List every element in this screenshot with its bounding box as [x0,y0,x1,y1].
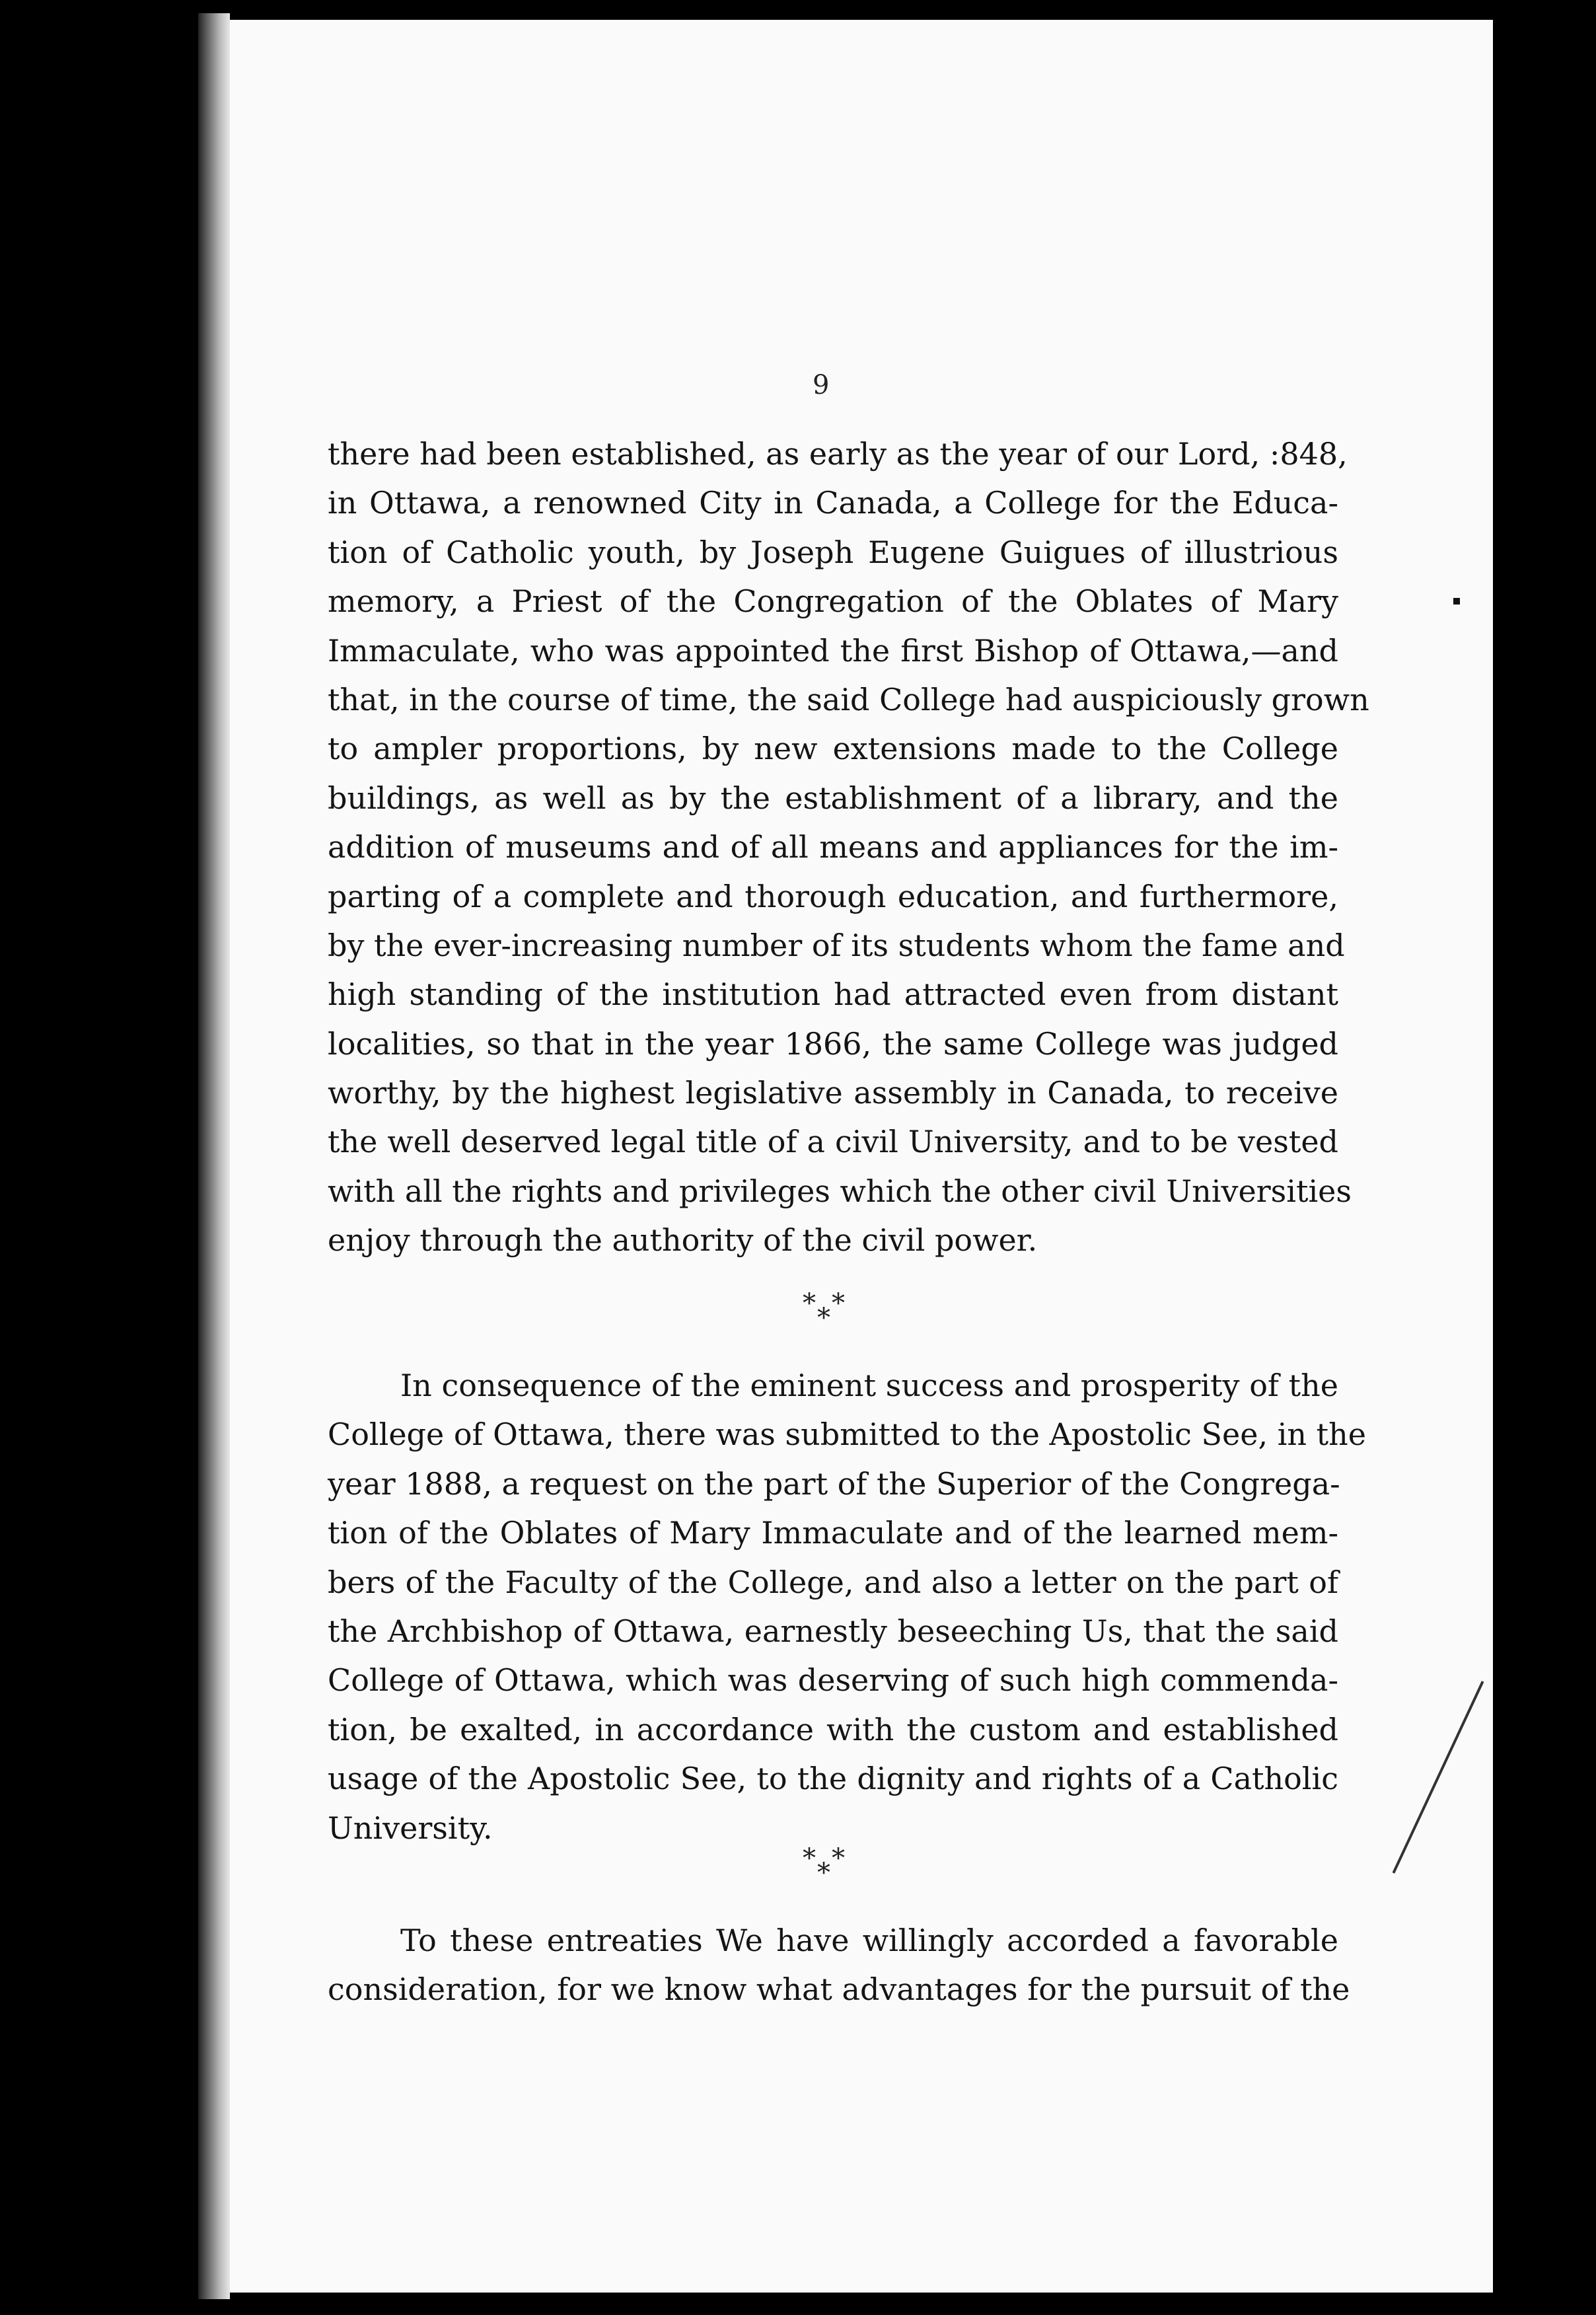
page-number: 9 [813,370,830,400]
text-line: College of Ottawa, there was submitted to the Apostolic See, in the [328,1416,1366,1453]
text-line: memory, a Priest of the Congregation of the Oblates of Mary [328,583,1338,620]
paragraph-3 [328,1916,1350,2014]
text-line: To these entreaties We have willingly accorded a favorable [400,1923,1338,1958]
asterism-star: * [817,1303,830,1333]
text-line: enjoy through the authority of the civil power. [328,1222,1038,1259]
text-line: with all the rights and privileges which the other civil Universities [328,1173,1352,1209]
text-line: there had been established, as early as the year of our Lord, :848, [328,436,1348,472]
text-line: addition of museums and of all means and appliances for the im- [328,829,1338,865]
text-line: by the ever-increasing number of its students whom the fame and [328,927,1345,963]
text-line: in Ottawa, a renowned City in Canada, a College for the Educa- [328,485,1338,521]
asterism-star: * [832,1843,845,1874]
text-line: high standing of the institution had attracted even from distant [328,976,1338,1013]
text-line: buildings, as well as by the establishment of a library, and the [328,780,1338,816]
asterism-star: * [803,1843,816,1874]
text-line: the well deserved legal title of a civil University, and to be vested [328,1124,1338,1160]
text-line: to ampler proportions, by new extensions made to the College [328,731,1338,767]
text-line: tion of the Oblates of Mary Immaculate and of the learned mem- [328,1515,1338,1551]
text-line: the Archbishop of Ottawa, earnestly beseeching Us, that the said [328,1613,1338,1649]
text-line: consideration, for we know what advantages for the pursuit of the [328,1971,1350,2008]
text-line: Immaculate, who was appointed the first Bishop of Ottawa,—and [328,632,1338,669]
asterism-divider [803,1288,849,1333]
text-line: usage of the Apostolic See, to the dignity and rights of a Catholic [328,1761,1338,1797]
scan-border [1493,0,1596,2315]
text-line: tion of Catholic youth, by Joseph Eugene Guigues of illustrious [328,534,1338,570]
asterism-star: * [817,1858,830,1888]
asterism-star: * [803,1288,816,1319]
page-gutter-shadow [198,13,230,2299]
text-line: In consequence of the eminent success and prosperity of the [400,1368,1338,1403]
text-line: tion, be exalted, in accordance with the custom and established [328,1711,1338,1747]
paragraph-1 [328,429,1369,1265]
asterism-divider [803,1843,849,1888]
text-line: worthy, by the highest legislative assembly in Canada, to receive [328,1075,1338,1111]
text-line: bers of the Faculty of the College, and also a letter on the part of [328,1564,1338,1600]
text-line: College of Ottawa, which was deserving of such high commenda- [328,1662,1338,1699]
text-line: parting of a complete and thorough education, and furthermore, [328,878,1338,914]
paragraph-2 [328,1361,1366,1853]
text-line: that, in the course of time, the said College had auspiciously grown [328,681,1369,717]
text-line: localities, so that in the year 1866, the same College was judged [328,1025,1338,1062]
asterism-star: * [832,1288,845,1319]
text-line: year 1888, a request on the part of the Superior of the Congrega- [328,1465,1340,1502]
text-line: University. [328,1810,493,1846]
margin-mark [1453,598,1460,605]
